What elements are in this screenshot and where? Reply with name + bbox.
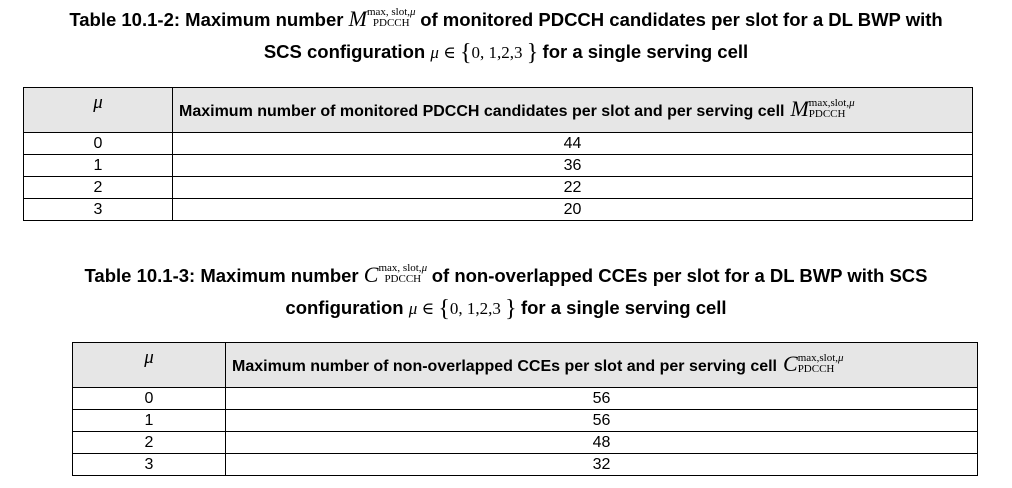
table1-cell-value: 44: [173, 133, 973, 155]
table2-cell-value: 56: [226, 410, 978, 432]
table2-header-desc: Maximum number of non-overlapped CCEs per slot and per serving cell C max,slot,μ PDCCH: [226, 343, 978, 388]
table2-caption: [0, 260, 1012, 324]
table1-caption: [0, 4, 1012, 68]
table1-caption-set: μ ∈ {0, 1,2,3 }: [430, 40, 539, 66]
table1-cell-value: 36: [173, 155, 973, 177]
table2-caption-set: μ ∈ {0, 1,2,3 }: [408, 296, 517, 322]
table2-header-symbol: C max,slot,μ PDCCH: [783, 351, 844, 377]
table1-cell-value: 20: [173, 199, 973, 221]
table2-cell-value: 48: [226, 432, 978, 454]
table2-cell-mu: 1: [73, 410, 226, 432]
table1-cell-mu: 0: [24, 133, 173, 155]
table1-header-row: [24, 88, 973, 133]
table2-cell-mu: 0: [73, 388, 226, 410]
table1: [23, 87, 973, 221]
table1-caption-line1: Table 10.1-2: Maximum number M max, slot,μ PDCCH of monitored PDCCH candidates per slot for a DL BWP with: [69, 5, 943, 31]
table2-cell-mu: 3: [73, 454, 226, 476]
table2-cell-value: 56: [226, 388, 978, 410]
table2-cell-value: 32: [226, 454, 978, 476]
table2: [72, 342, 978, 476]
table1-header-symbol: M max,slot,μ PDCCH: [790, 96, 855, 122]
table-row: [24, 177, 973, 199]
table-row: [24, 199, 973, 221]
table-row: [73, 388, 978, 410]
table-row: [24, 133, 973, 155]
table2-header-mu: μ: [73, 343, 226, 388]
table1-header-desc: Maximum number of monitored PDCCH candidates per slot and per serving cell M max,slot,μ PDCCH: [173, 88, 973, 133]
table2-cell-mu: 2: [73, 432, 226, 454]
table1-header-mu: μ: [24, 88, 173, 133]
table-row: [73, 454, 978, 476]
table1-cell-mu: 3: [24, 199, 173, 221]
table-row: [73, 432, 978, 454]
table-row: [73, 410, 978, 432]
table2-caption-line2: configuration μ ∈ {0, 1,2,3 } for a single serving cell: [285, 296, 727, 322]
table1-caption-line2: SCS configuration μ ∈ {0, 1,2,3 } for a single serving cell: [263, 40, 749, 66]
table1-cell-value: 22: [173, 177, 973, 199]
table2-caption-line1: Table 10.1-3: Maximum number C max, slot,μ PDCCH of non-overlapped CCEs per slot for a DL BWP with SCS: [84, 261, 928, 287]
table1-cell-mu: 1: [24, 155, 173, 177]
table1-cell-mu: 2: [24, 177, 173, 199]
table2-caption-symbol: C max, slot,μ PDCCH: [363, 261, 428, 287]
table1-caption-symbol: M max, slot,μ PDCCH: [348, 5, 416, 31]
table2-header-row: [73, 343, 978, 388]
table-row: [24, 155, 973, 177]
